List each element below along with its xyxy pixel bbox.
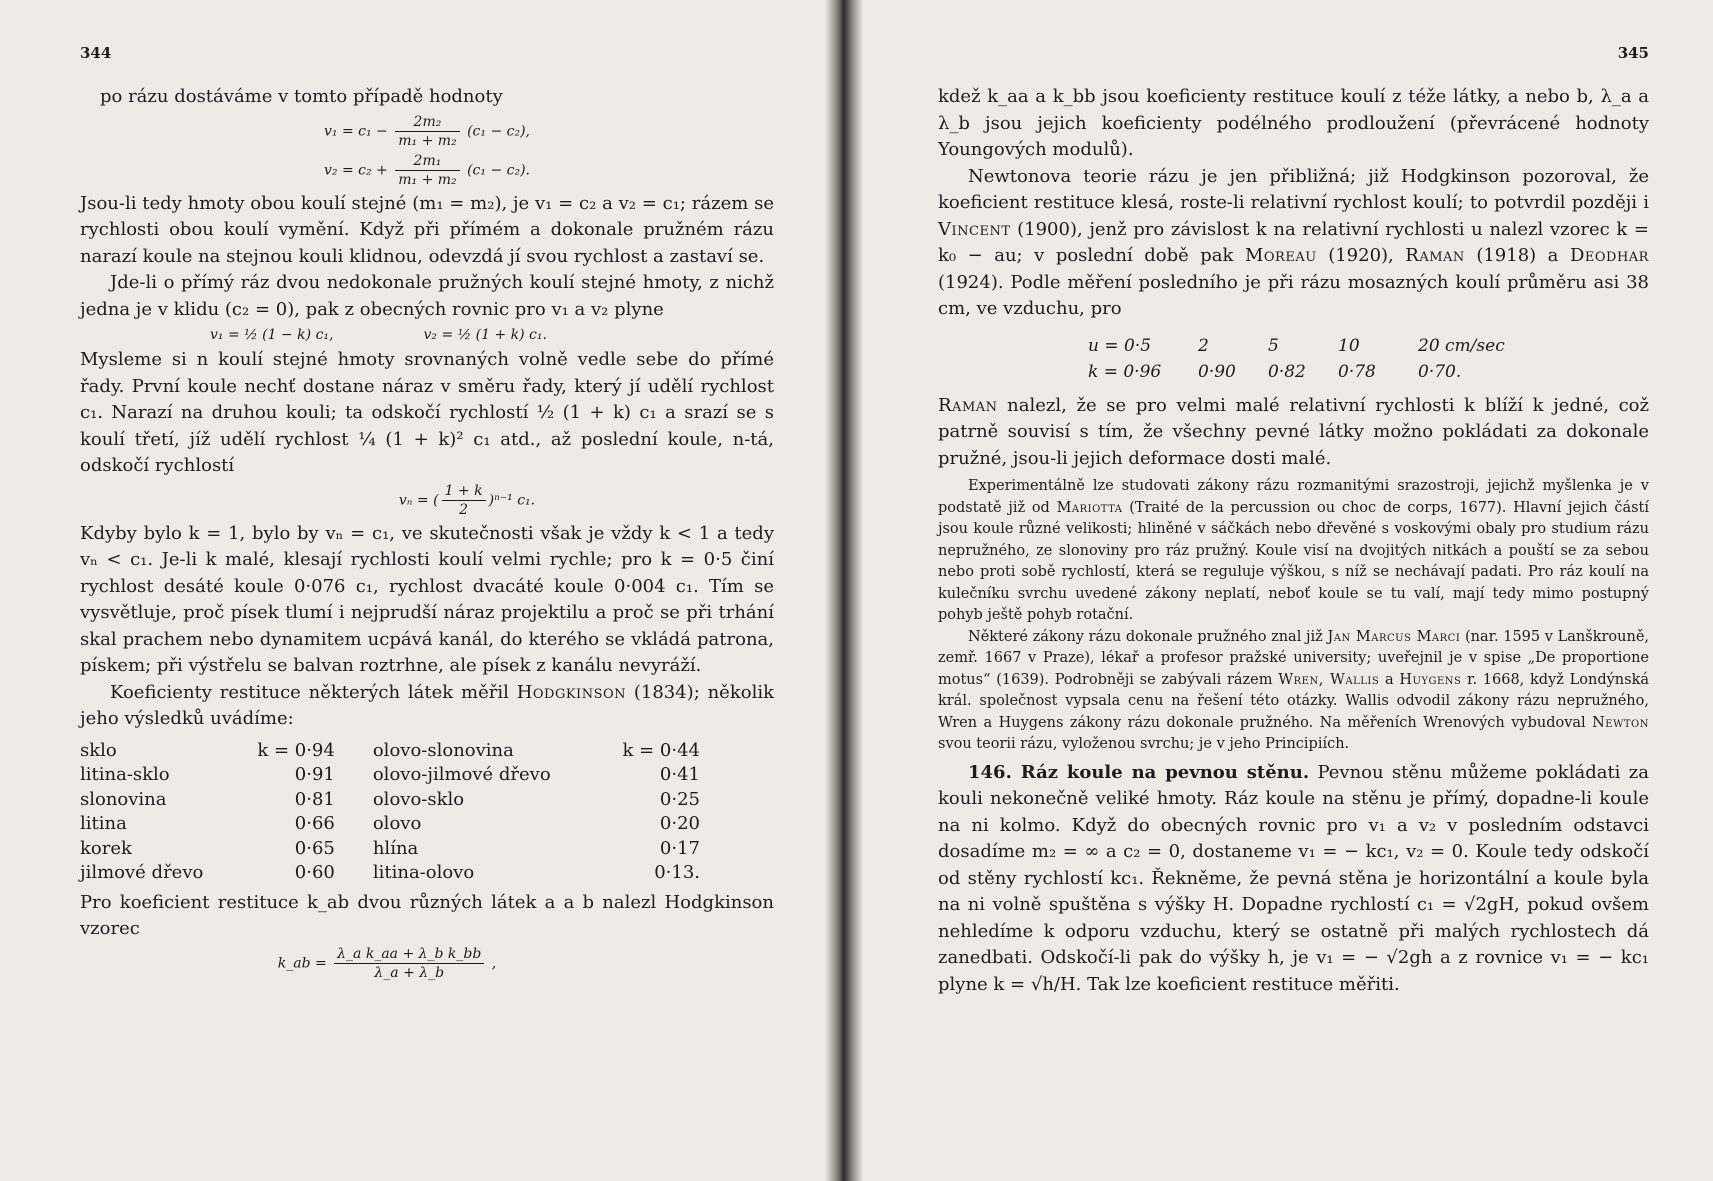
table-row	[80, 861, 720, 886]
data-value: k = 0·96	[1088, 361, 1162, 382]
author-marci: Jan Marcus Marci	[1327, 628, 1461, 645]
coefficient-value: 0·20	[659, 813, 700, 834]
data-value: 0·90	[1198, 361, 1236, 382]
material-name: litina-olovo	[372, 862, 475, 883]
coefficient-value: 0·66	[294, 813, 335, 834]
paragraph-newton-theory: Newtonova teorie rázu je jen přibližná; již Hodgkinson pozoroval, že koeficient restituce klesá, roste-li relativní rychlost koulí; to potvrdil později i Vincent (1900), jenž pro závislost k na relativní rychlosti u nalezl vzorec k = k₀ − au; v poslední době pak Moreau (1920), Raman (1918) a Deodhar (1924). Podle měření posledního je při rázu mosazných koulí průměru asi 38 cm, ve vzduchu, pro	[938, 165, 1649, 319]
coefficient-value: k = 0·44	[622, 739, 700, 761]
coefficient-value: 0·13.	[654, 862, 700, 883]
author-vincent: Vincent	[938, 218, 1011, 240]
coefficient-value: k = 0·94	[257, 739, 335, 761]
material-name: jilmové dřevo	[80, 862, 204, 883]
author-name: Hodgkinson	[516, 681, 627, 703]
paragraph-experimental: Experimentálně lze studovati zákony rázu rozmanitými srazostroji, jejichž myšlenka je v podstatě již od Mariotta (Traité de la percussion ou choc de corps, 1677). Hlavní jejich částí jsou koule různé velikosti; hliněné v sáčkách nebo dřevěné s voskovými obaly pro studium rázu nepružného, ze slonoviny pro ráz pružný. Koule visí na dvojitých nitkách a pouští se za sebou nebo proti sobě rychlostí, která se reguluje výškou, s níž se nechávají padati. Pro ráz koulí na kulečníku svrchu uvedené zákony neplatí, neboť koule se tu valí, mají tedy mimo postupný pohyb ještě pohyb rotační.	[938, 478, 1649, 623]
fraction: $\frac{1 + k}{2}$	[442, 482, 486, 519]
equation-kab: k_ab = $\frac{\text{λ\_a k\_aa + λ\_b k\_bb}}{\lambda\_a + \lambda\_b}$ ,	[277, 945, 497, 981]
author-newton: Newton	[1592, 714, 1649, 731]
coefficient-value: 0·65	[294, 837, 335, 859]
left-page	[0, 0, 840, 1181]
author-moreau: Moreau	[1244, 245, 1317, 266]
coefficient-value: 0·25	[659, 788, 700, 810]
data-value: 0·70.	[1418, 361, 1462, 382]
data-value: 20 cm/sec	[1418, 335, 1505, 356]
author-huygens: Huygens	[1399, 671, 1462, 688]
equation-half: v₁ = ½ (1 − k) c₁, v₂ = ½ (1 + k) c₁.	[210, 327, 547, 343]
author-deodhar: Deodhar	[1569, 245, 1649, 266]
equation-v1: v₁ = c₁ − $\frac{\text{2m₂}}{\text{m₁ + m₂}}$ (c₁ − c₂),	[323, 113, 531, 149]
paragraph-coefficients: Koeficienty restituce některých látek měřil Hodgkinson (1834); několik jeho výsledků uvádíme:	[80, 681, 774, 729]
fraction: $\frac{\text{λ\_a k\_aa + λ\_b k\_bb}}{\lambda\_a + \lambda\_b}$	[334, 945, 484, 982]
paragraph-kaa: kdež k_aa a k_bb jsou koeficienty restituce koulí z téže látky, a nebo b, λ_a a λ_b jsou jejich koeficienty podélného prodloužení (převrácené hodnoty Youngových modulů).	[938, 86, 1649, 160]
data-row-k	[1088, 359, 1649, 385]
paragraph-formula-intro: Pro koeficient restituce k_ab dvou různých látek a a b nalezl Hodgkinson vzorec	[80, 891, 774, 939]
material-name: olovo-slonovina	[372, 739, 514, 761]
data-row-u	[1088, 333, 1649, 359]
author-wren-wallis: Wren, Wallis	[1278, 671, 1380, 688]
table-row	[80, 739, 720, 764]
equation-v2: v₂ = c₂ + $\frac{\text{2m₁}}{\text{m₁ + m₂}}$ (c₁ − c₂).	[323, 152, 531, 188]
author-raman: Raman	[1405, 245, 1465, 266]
table-row	[80, 837, 720, 862]
material-name: slonovina	[80, 788, 167, 810]
material-name: olovo	[372, 813, 422, 834]
paragraph-raman: Raman nalezl, že se pro velmi malé relativní rychlosti k blíží k jedné, což patrně souvisí s tím, že všechny pevné látky možno pokládati za dokonale pružné, jsou-li jejich deformace dosti malé.	[938, 394, 1649, 469]
material-name: olovo-jilmové dřevo	[372, 764, 551, 785]
data-block	[938, 333, 1649, 385]
coefficient-value: 0·17	[659, 837, 700, 859]
book-gutter	[825, 0, 863, 1181]
coefficient-table	[80, 739, 720, 886]
page-number-right: 345	[1617, 44, 1649, 62]
material-name: sklo	[80, 739, 117, 761]
coefficient-value: 0·81	[294, 788, 335, 810]
fraction: $\frac{\text{2m₁}}{\text{m₁ + m₂}}$	[395, 152, 459, 189]
equation-vn: vₙ = ( $\frac{1 + k}{2}$ )ⁿ⁻¹ c₁.	[398, 482, 536, 518]
paragraph-sand: Kdyby bylo k = 1, bylo by vₙ = c₁, ve skutečnosti však je vždy k < 1 a tedy vₙ < c₁. Je-li k malé, klesají rychlosti koulí velmi rychle; pro k = 0·5 činí rychlost desáté koule 0·076 c₁, rychlost dvacáté koule 0·004 c₁. Tím se vysvětluje, proč písek tlumí i nejprudší náraz projektilu a proč se při trhání skal prachem nebo dynamitem ucpává kanál, do kterého se vkládá patrona, pískem; při výstřelu se balvan roztrhne, ale písek z kanálu nevyráží.	[80, 522, 774, 676]
paragraph-intro: po rázu dostáváme v tomto případě hodnoty	[100, 86, 503, 107]
fraction: $\frac{\text{2m₂}}{\text{m₁ + m₂}}$	[395, 113, 459, 150]
data-value: 0·78	[1338, 361, 1376, 382]
material-name: litina-sklo	[80, 764, 170, 785]
material-name: korek	[80, 837, 132, 859]
coefficient-value: 0·60	[294, 862, 335, 883]
table-row	[80, 812, 720, 837]
data-value: u = 0·5	[1088, 335, 1152, 356]
material-name: hlína	[372, 837, 419, 859]
author-mariotta: Mariotta	[1056, 499, 1123, 516]
right-page	[840, 0, 1713, 1181]
data-value: 10	[1338, 335, 1360, 356]
paragraph-inelastic: Jde-li o přímý ráz dvou nedokonale pružných koulí stejné hmoty, z nichž jedna je v klidu (c₂ = 0), pak z obecných rovnic pro v₁ a v₂ plyne	[80, 272, 774, 320]
author-raman: Raman	[938, 394, 998, 416]
table-row	[80, 788, 720, 813]
coefficient-value: 0·91	[294, 764, 335, 785]
paragraph-row-of-balls: Mysleme si n koulí stejné hmoty srovnaných volně vedle sebe do přímé řady. První koule nechť dostane náraz v směru řady, který jí udělí rychlost c₁. Narazí na druhou kouli; ta odskočí rychlostí ½ (1 + k) c₁ a srazí se s koulí třetí, jíž udělí rychlost ¼ (1 + k)² c₁ atd., až poslední koule, n-tá, odskočí rychlostí	[80, 349, 774, 476]
material-name: litina	[80, 813, 127, 834]
table-row	[80, 763, 720, 788]
material-name: olovo-sklo	[372, 788, 465, 810]
paragraph-history: Některé zákony rázu dokonale pružného znal již Jan Marcus Marci (nar. 1595 v Lanškrouně, zemř. 1667 v Praze), lékař a profesor pražské university; uveřejnil je v spise „De proportione motus“ (1639). Podrobněji se zabývali rázem Wren, Wallis a Huygens r. 1668, když Londýnská král. společnost vypsala cenu na řešení této otázky. Wallis odvodil zákony rázu nepružného, Wren a Huygens zákony rázu dokonale pružného. Na měřeních Wrenových vybudoval Newton svou teorii rázu, vyloženou svrchu; je v jeho Principiích.	[938, 628, 1650, 752]
paragraph-equal-masses: Jsou-li tedy hmoty obou koulí stejné (m₁ = m₂), je v₁ = c₂ a v₂ = c₁; rázem se rychlosti obou koulí vymění. Když při přímém a dokonale pružném rázu narazí koule na stejnou kouli klidnou, odevzdá jí svou rychlost a zastaví se.	[80, 192, 774, 267]
paragraph-wall-impact: 146. Ráz koule na pevnou stěnu. Pevnou stěnu můžeme pokládati za kouli nekonečně veliké hmoty. Ráz koule na stěnu je přímý, dopadne-li koule na ni kolmo. Když do obecných rovnic pro v₁ a v₂ v posledním odstavci dosadíme m₂ = ∞ a c₂ = 0, dostaneme v₁ = − kc₁, v₂ = 0. Koule tedy odskočí od stěny rychlostí kc₁. Řekněme, že pevná stěna je horizontální a koule byla na ni volně spuštěna s výšky H. Dopadne rychlostí c₁ = √2gH, pokud ovšem nehledíme k odporu vzduchu, který se ostatně při malých rychlostech dá zanedbati. Odskočí-li pak do výšky h, je v₁ = − √2gh a z rovnice v₁ = − kc₁ plyne k = √h/H. Tak lze koeficient restituce měřiti.	[938, 761, 1649, 995]
coefficient-value: 0·41	[659, 764, 700, 785]
data-value: 5	[1268, 335, 1279, 356]
data-value: 0·82	[1268, 361, 1306, 382]
data-value: 2	[1198, 335, 1209, 356]
section-heading: 146. Ráz koule na pevnou stěnu.	[968, 761, 1310, 783]
page-number-left: 344	[80, 44, 112, 62]
